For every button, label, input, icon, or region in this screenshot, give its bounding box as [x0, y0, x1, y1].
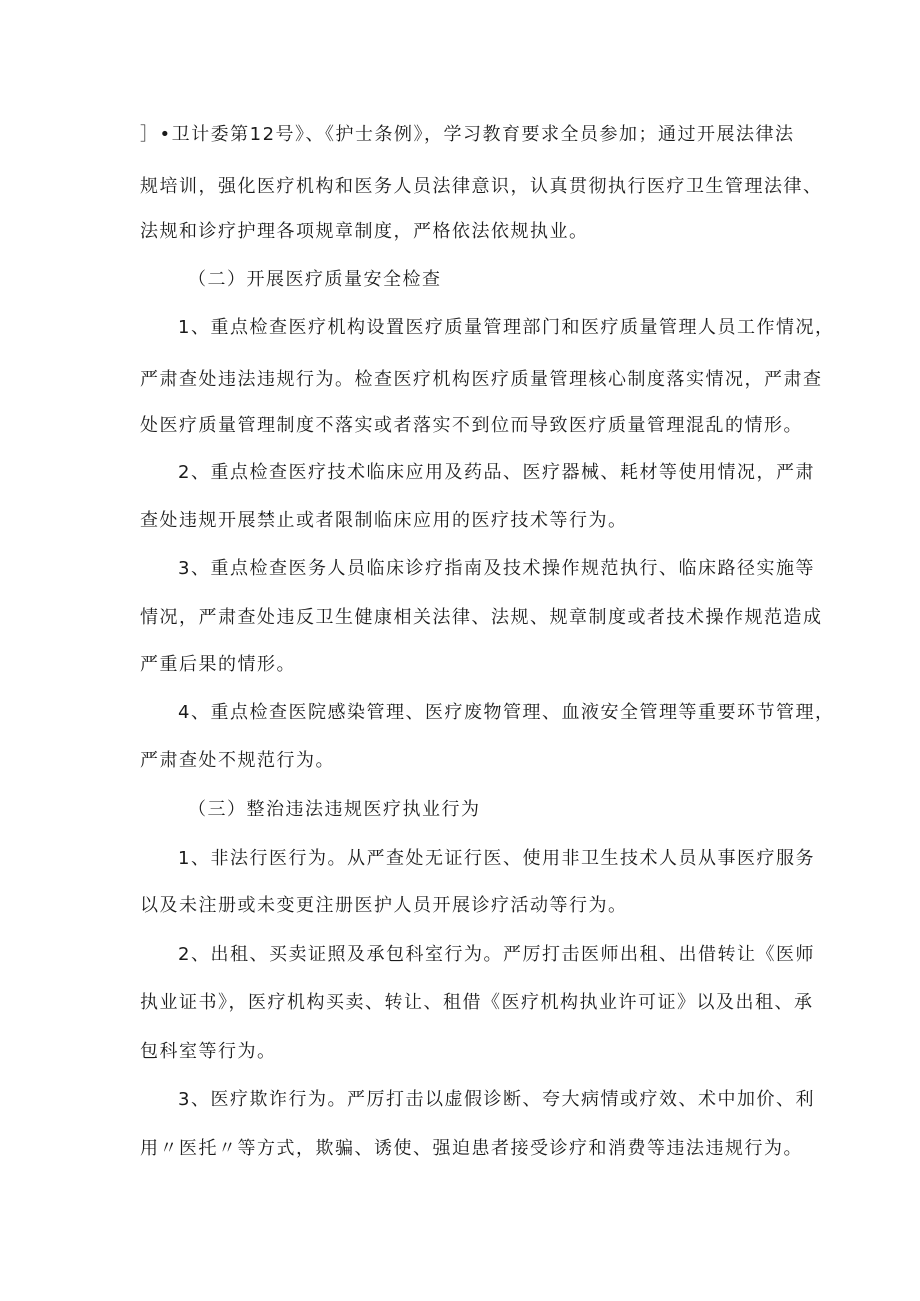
text-line: 4、重点检查医院感染管理、医疗废物管理、血液安全管理等重要环节管理， [178, 702, 835, 723]
text-line: ］•卫计委第12号》、《护士条例》，学习教育要求全员参加；通过开展法律法 [140, 124, 795, 145]
text-line: 2、出租、买卖证照及承包科室行为。严厉打击医师出租、出借转让《医师 [178, 944, 815, 965]
text-line: 1、重点检查医疗机构设置医疗质量管理部门和医疗质量管理人员工作情况， [178, 317, 835, 338]
text-line: 用〃医托〃等方式，欺骗、诱使、强迫患者接受诊疗和消费等违法违规行为。 [140, 1138, 803, 1159]
text-line: 1、非法行医行为。从严查处无证行医、使用非卫生技术人员从事医疗服务 [178, 848, 815, 869]
text-line: 2、重点检查医疗技术临床应用及药品、医疗器械、耗材等使用情况，严肃 [178, 462, 815, 483]
text-line: 处医疗质量管理制度不落实或者落实不到位而导致医疗质量管理混乱的情形。 [140, 415, 803, 436]
text-line: 执业证书》，医疗机构买卖、转让、租借《医疗机构执业许可证》以及出租、承 [140, 992, 814, 1013]
text-line: 法规和诊疗护理各项规章制度，严格依法依规执业。 [140, 221, 589, 242]
text-line: 规培训，强化医疗机构和医务人员法律意识，认真贯彻执行医疗卫生管理法律、 [140, 176, 823, 197]
text-line: 严肃查处不规范行为。 [140, 750, 335, 771]
text-line: 严肃查处违法违规行为。检查医疗机构医疗质量管理核心制度落实情况，严肃查 [140, 369, 823, 390]
text-line: 情况，严肃查处违反卫生健康相关法律、法规、规章制度或者技术操作规范造成 [140, 607, 823, 628]
text-line: 严重后果的情形。 [140, 654, 296, 675]
text-line: 以及未注册或未变更注册医护人员开展诊疗活动等行为。 [140, 895, 628, 916]
text-line: 包科室等行为。 [140, 1041, 277, 1062]
section-heading: （二）开展医疗质量安全检查 [188, 269, 442, 290]
text-line: 3、医疗欺诈行为。严厉打击以虚假诊断、夸大病情或疗效、术中加价、利 [178, 1089, 815, 1110]
section-heading: （三）整治违法违规医疗执业行为 [188, 799, 481, 820]
text-line: 3、重点检查医务人员临床诊疗指南及技术操作规范执行、临床路径实施等 [178, 558, 815, 579]
text-line: 查处违规开展禁止或者限制临床应用的医疗技术等行为。 [140, 510, 628, 531]
